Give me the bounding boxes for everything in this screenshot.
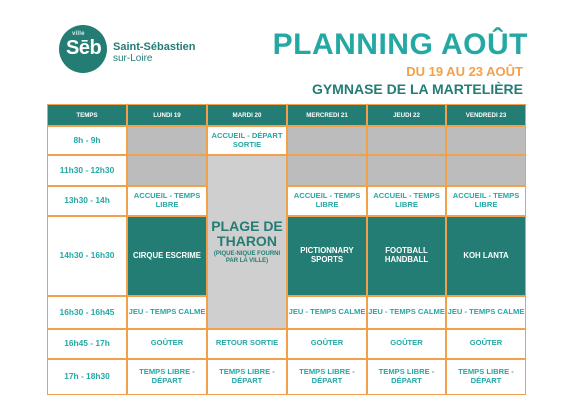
activity-cell: FOOTBALL HANDBALL: [367, 216, 446, 297]
schedule-cell: ACCUEIL - TEMPS LIBRE: [367, 186, 446, 216]
activity-cell: KOH LANTA: [446, 216, 526, 297]
empty-cell: [127, 126, 207, 155]
schedule-cell: JEU - TEMPS CALME: [446, 296, 526, 328]
plage-cell: [207, 155, 287, 328]
schedule-cell: TEMPS LIBRE - DÉPART: [207, 359, 287, 395]
logo-badge-top: ville: [72, 31, 85, 37]
schedule-cell: ACCUEIL - TEMPS LIBRE: [127, 186, 207, 216]
schedule-cell: GOÛTER: [287, 329, 367, 359]
schedule-cell: JEU - TEMPS CALME: [287, 296, 367, 328]
schedule-cell: GOÛTER: [446, 329, 526, 359]
table-row: [47, 359, 526, 395]
schedule-cell: GOÛTER: [367, 329, 446, 359]
schedule-table: [47, 104, 526, 395]
col-header-wednesday: MERCREDI 21: [287, 104, 367, 126]
logo-name-line1: Saint-Sébastien: [113, 41, 196, 53]
col-header-friday: VENDREDI 23: [446, 104, 526, 126]
logo-badge: [59, 25, 107, 73]
header-row: [47, 104, 526, 126]
schedule-cell: TEMPS LIBRE - DÉPART: [127, 359, 207, 395]
schedule-cell: TEMPS LIBRE - DÉPART: [446, 359, 526, 395]
col-header-time: TEMPS: [47, 104, 127, 126]
schedule-cell: TEMPS LIBRE - DÉPART: [287, 359, 367, 395]
table-row: [47, 329, 526, 359]
time-cell: 14h30 - 16h30: [47, 216, 127, 297]
table-row: [47, 186, 526, 216]
logo-badge-text: Sēb: [66, 37, 102, 59]
schedule-cell: TEMPS LIBRE - DÉPART: [367, 359, 446, 395]
city-logo: [59, 25, 196, 73]
time-cell: 13h30 - 14h: [47, 186, 127, 216]
empty-cell: [367, 126, 446, 155]
activity-cell: CIRQUE ESCRIME: [127, 216, 207, 297]
time-cell: 11h30 - 12h30: [47, 155, 127, 185]
schedule-cell: ACCUEIL - TEMPS LIBRE: [446, 186, 526, 216]
activity-cell: PICTIONNARY SPORTS: [287, 216, 367, 297]
logo-name-line2: sur-Loire: [113, 53, 153, 64]
schedule-cell: JEU - TEMPS CALME: [127, 296, 207, 328]
schedule-cell: ACCUEIL - DÉPART SORTIE: [207, 126, 287, 155]
empty-cell: [287, 155, 367, 185]
time-cell: 16h30 - 16h45: [47, 296, 127, 328]
empty-cell: [446, 126, 526, 155]
empty-cell: [287, 126, 367, 155]
col-header-tuesday: MARDI 20: [207, 104, 287, 126]
col-header-thursday: JEUDI 22: [367, 104, 446, 126]
schedule-cell: RETOUR SORTIE: [207, 329, 287, 359]
schedule-cell: GOÛTER: [127, 329, 207, 359]
time-cell: 17h - 18h30: [47, 359, 127, 395]
time-cell: 16h45 - 17h: [47, 329, 127, 359]
schedule-cell: JEU - TEMPS CALME: [367, 296, 446, 328]
empty-cell: [446, 155, 526, 185]
empty-cell: [127, 155, 207, 185]
table-row: [47, 155, 526, 185]
plage-title: PLAGE DE THARON: [211, 217, 283, 249]
table-row: [47, 126, 526, 155]
plage-note: (PIQUE-NIQUE FOURNI PAR LA VILLE): [213, 251, 281, 265]
table-row: [47, 216, 526, 297]
date-range: DU 19 AU 23 AOÛT: [406, 64, 523, 79]
time-cell: 8h - 9h: [47, 126, 127, 155]
page-title: PLANNING AOÛT: [272, 28, 528, 61]
table-row: [47, 296, 526, 328]
col-header-monday: LUNDI 19: [127, 104, 207, 126]
venue-name: GYMNASE DE LA MARTELIÈRE: [311, 81, 523, 97]
empty-cell: [367, 155, 446, 185]
schedule-cell: ACCUEIL - TEMPS LIBRE: [287, 186, 367, 216]
